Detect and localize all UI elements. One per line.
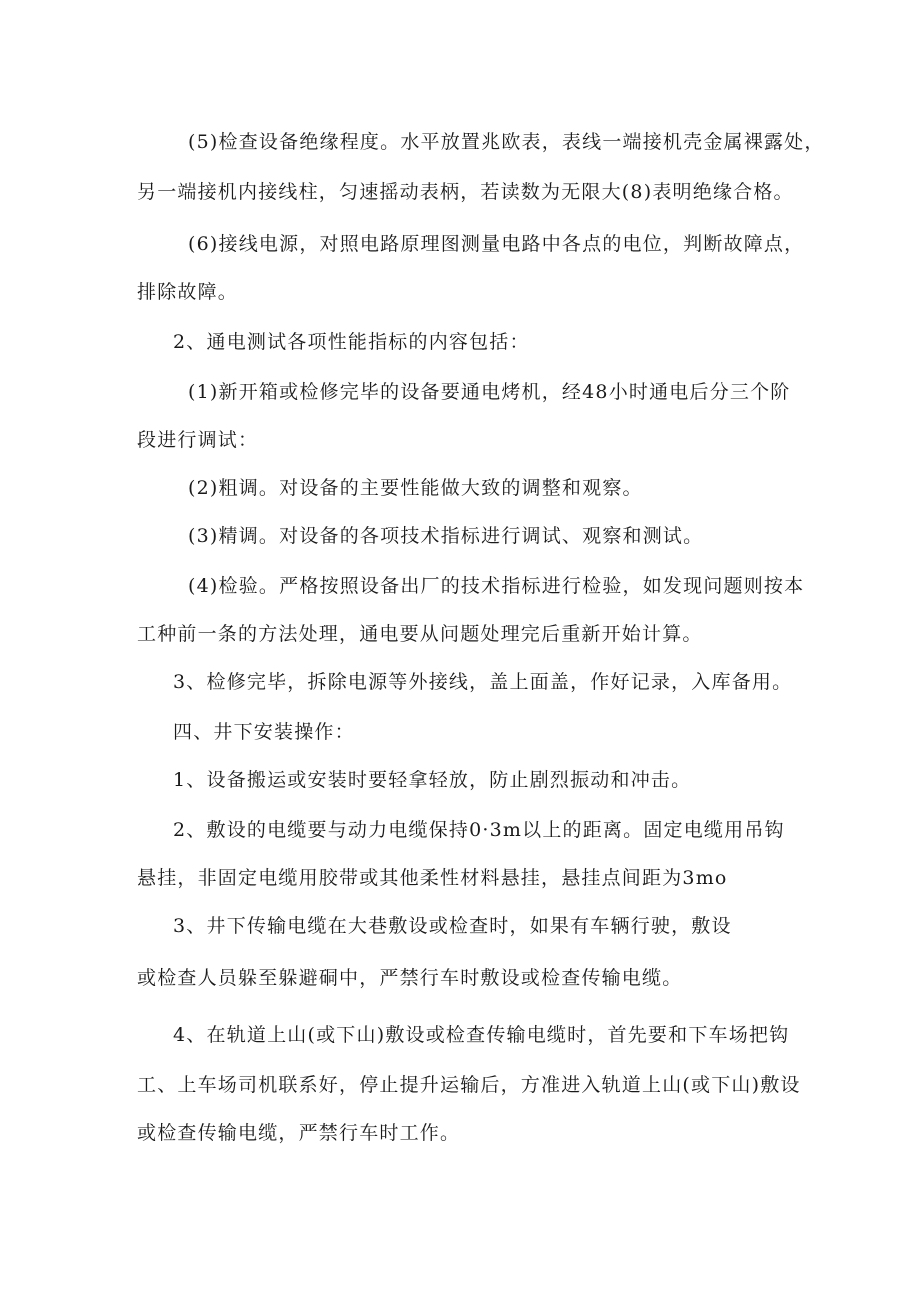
text-line: (1)新开箱或检修完毕的设备要通电烤机，经48小时通电后分三个阶: [188, 381, 791, 403]
text-line: (6)接线电源，对照电路原理图测量电路中各点的电位，判断故障点，: [188, 233, 805, 255]
text-line: 另一端接机内接线柱，匀速摇动表柄，若读数为无限大(8)表明绝缘合格。: [137, 181, 794, 203]
text-line: (2)粗调。对设备的主要性能做大致的调整和观察。: [188, 477, 643, 499]
text-line: 3、井下传输电缆在大巷敷设或检查时，如果有车辆行驶，敷设: [173, 915, 732, 937]
text-line: 1、设备搬运或安装时要轻拿轻放，防止剧烈振动和冲击。: [173, 769, 692, 791]
text-line: 工、上车场司机联系好，停止提升运输后，方准进入轨道上山(或下山)敷设: [137, 1074, 801, 1096]
text-line: 2、通电测试各项性能指标的内容包括：: [173, 331, 530, 353]
text-line: 或检查传输电缆，严禁行车时工作。: [137, 1122, 461, 1144]
text-line: 工种前一条的方法处理，通电要从问题处理完后重新开始计算。: [137, 623, 703, 645]
text-line: 4、在轨道上山(或下山)敷设或检查传输电缆时，首先要和下车场把钩: [173, 1024, 790, 1046]
text-line: 或检查人员躲至躲避硐中，严禁行车时敷设或检查传输电缆。: [137, 967, 683, 989]
text-line: (4)检验。严格按照设备出厂的技术指标进行检验，如发现问题则按本: [188, 575, 805, 597]
text-line: 悬挂，非固定电缆用胶带或其他柔性材料悬挂，悬挂点间距为3mo: [137, 867, 728, 889]
section-heading: 四、井下安装操作：: [173, 721, 355, 743]
text-line: (3)精调。对设备的各项技术指标进行调试、观察和测试。: [188, 525, 704, 547]
text-line: 3、检修完毕，拆除电源等外接线，盖上面盖，作好记录，入库备用。: [173, 671, 793, 693]
text-line: 排除故障。: [137, 281, 239, 303]
text-line: 2、敷设的电缆要与动力电缆保持0·3m以上的距离。固定电缆用吊钩: [173, 819, 785, 841]
text-line: 段进行调试：: [137, 429, 259, 451]
text-line: (5)检查设备绝缘程度。水平放置兆欧表，表线一端接机壳金属裸露处，: [188, 131, 825, 153]
